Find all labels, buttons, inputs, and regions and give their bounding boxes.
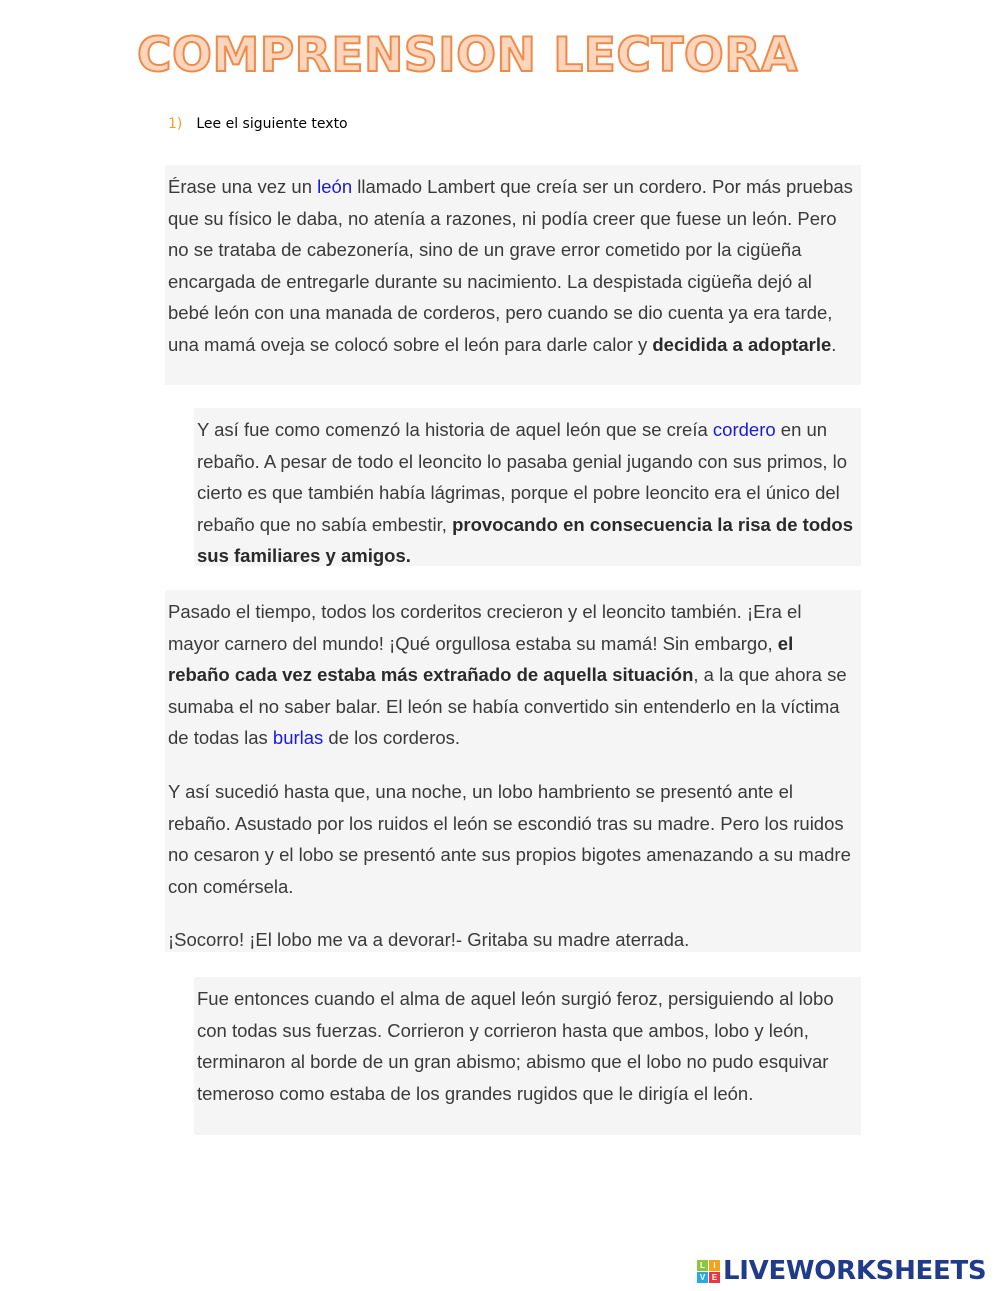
story-block-3: [165, 590, 861, 952]
bold-phrase: provocando en consecuencia la risa de todos sus familiares y amigos.: [197, 513, 854, 567]
bold-phrase: el rebaño cada vez estaba más extrañado de aquella situación: [168, 632, 794, 686]
story-paragraph-3: Pasado el tiempo, todos los corderitos crecieron y el leoncito también. ¡Era el mayor carnero del mundo! ¡Qué orgullosa estaba su mamá! Sin embargo, el rebaño cada vez estaba más extrañado de aquella situación, a la que ahora se sumaba el no saber balar. El león se había convertido sin entenderlo en la víctima de todas las burlas de los corderos.: [168, 601, 847, 749]
story-paragraph-4: Y así sucedió hasta que, una noche, un lobo hambriento se presentó ante el rebaño. Asustado por los ruidos el león se escondió tras su madre. Pero los ruidos no cesaron y el lobo se presentó ante sus propios bigotes amenazando a su madre con comérsela.: [168, 780, 851, 897]
story-paragraph-5: ¡Socorro! ¡El lobo me va a devorar!- Gritaba su madre aterrada.: [168, 929, 690, 951]
logo-text: LIVEWORKSHEETS: [723, 1256, 987, 1286]
word-link-burlas: burlas: [272, 727, 324, 749]
logo-mark: L I V E: [697, 1260, 720, 1283]
instruction-number: 1): [168, 116, 183, 132]
story-block-1: [165, 165, 861, 385]
instruction-text: Lee el siguiente texto: [196, 116, 348, 132]
story-block-2: [194, 408, 861, 566]
liveworksheets-logo: [697, 1256, 986, 1286]
word-link-leon: león: [317, 176, 353, 197]
page-title: COMPRENSION LECTORA: [137, 28, 798, 83]
story-paragraph-2: Y así fue como comenzó la historia de aquel león que se creía cordero en un rebaño. A pesar de todo el leoncito lo pasaba genial jugando con sus primos, lo cierto es que también había lágrimas, porque el pobre leoncito era el único del rebaño que no sabía embestir, provocando en consecuencia la risa de todos sus familiares y amigos.: [197, 419, 854, 567]
word-link-cordero: cordero: [712, 419, 776, 440]
bold-phrase: decidida a adoptarle: [652, 333, 832, 355]
instruction: [168, 116, 348, 132]
story-paragraph-1: Érase una vez un león llamado Lambert que creía ser un cordero. Por más pruebas que su físico le daba, no atenía a razones, ni podía creer que fuese un león. Pero no se trataba de cabezonería, sino de un grave error cometido por la cigüeña encargada de entregarle durante su nacimiento. La despistada cigüeña dejó al bebé león con una manada de corderos, pero cuando se dio cuenta ya era tarde, una mamá oveja se colocó sobre el león para darle calor y decidida a adoptarle.: [168, 176, 853, 355]
story-paragraph-6: Fue entonces cuando el alma de aquel león surgió feroz, persiguiendo al lobo con todas sus fuerzas. Corrieron y corrieron hasta que ambos, lobo y león, terminaron al borde de un gran abismo; abismo que el lobo no pudo esquivar temeroso como estaba de los grandes rugidos que le dirigía el león.: [197, 988, 834, 1104]
story-block-4: [194, 977, 861, 1135]
